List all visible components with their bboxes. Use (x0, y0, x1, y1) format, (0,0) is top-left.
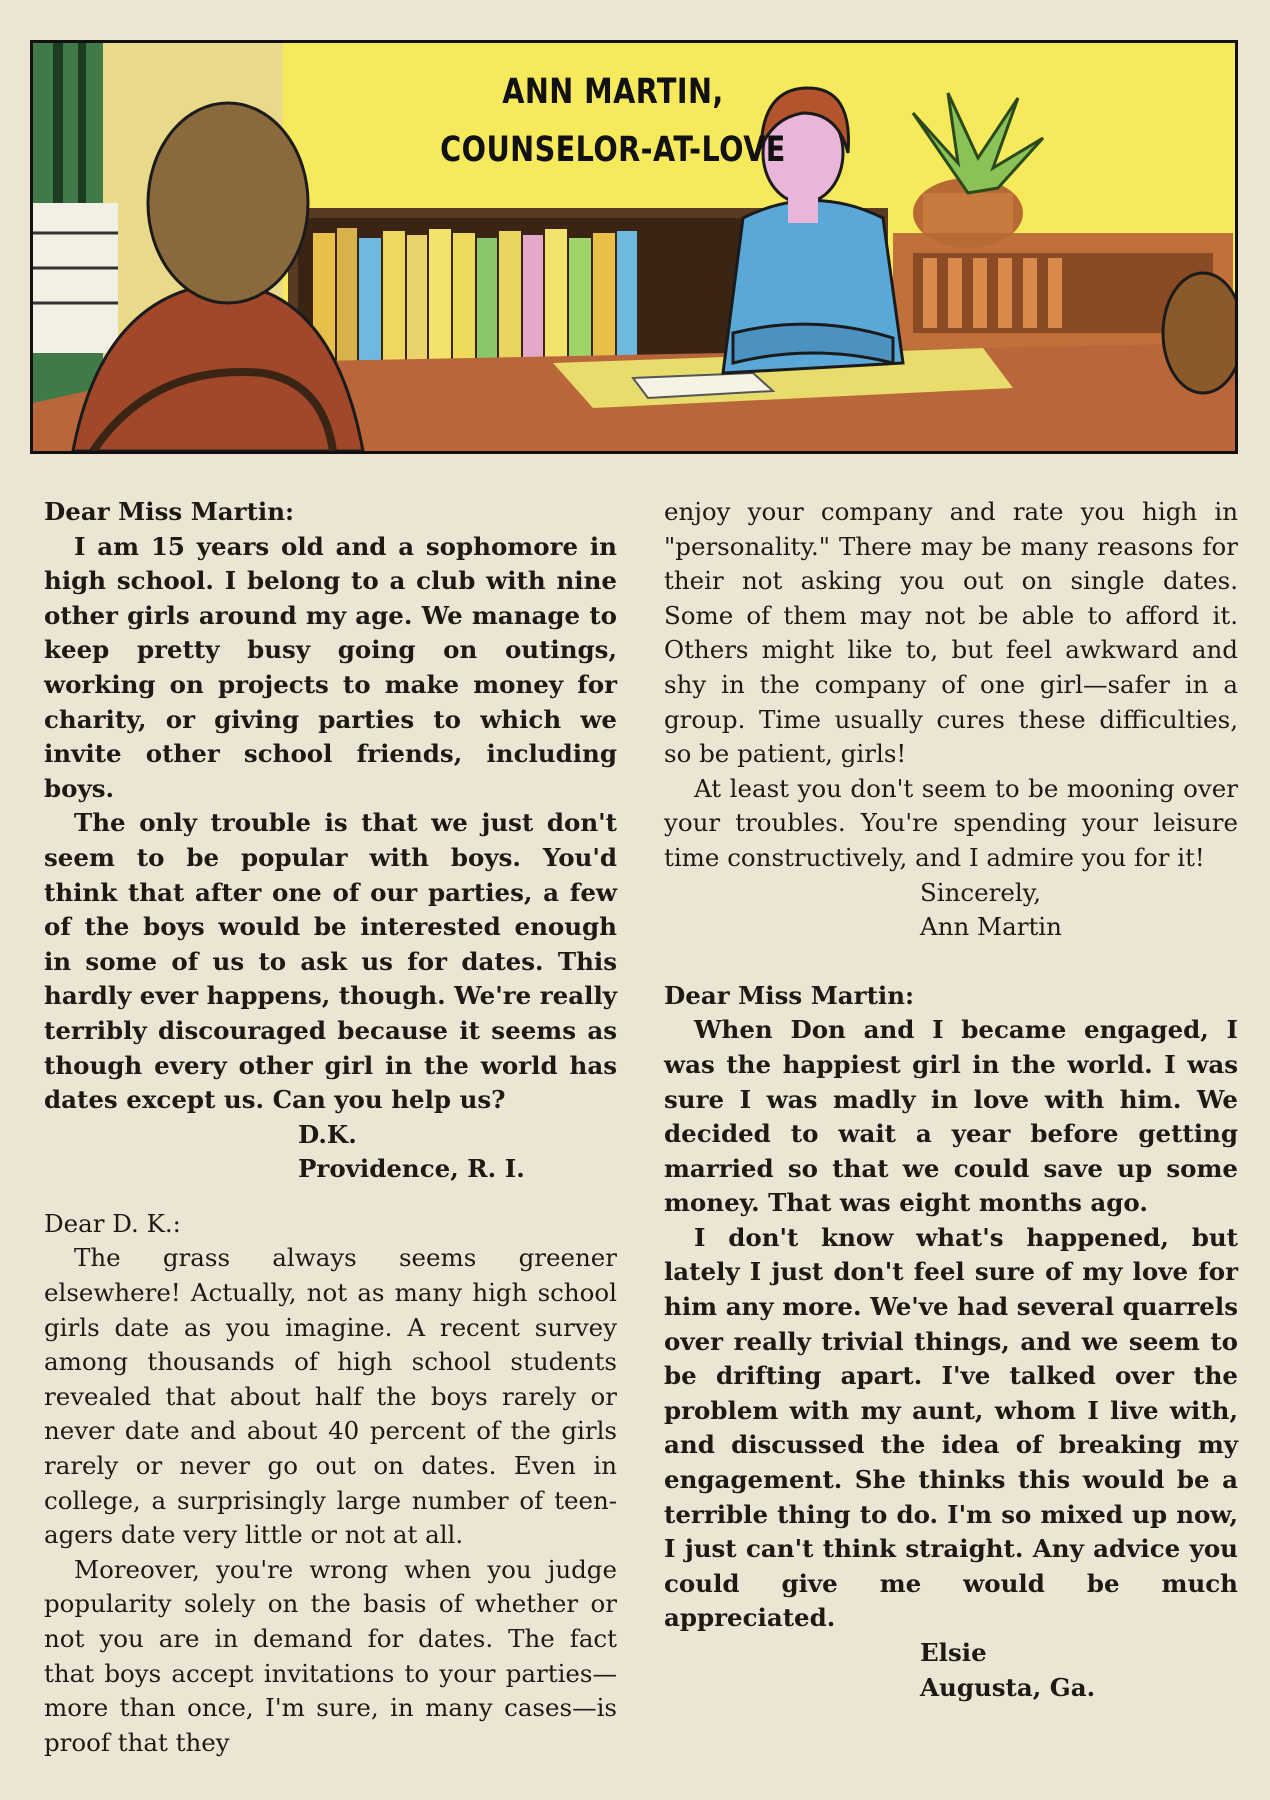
reply1-signature: Ann Martin (920, 912, 1062, 942)
letter1-signature-place: Providence, R. I. (298, 1154, 525, 1184)
letter2-paragraph: I don't know what's happened, but lately I just don't feel sure of my love for him any more. We've had several quarrels over really trivial things, and we seem to be drifting apart. I've talked over the problem with my aunt, whom I live with, and discussed the idea of breaking my engagement. She thinks this would be a terrible thing to do. I'm so mixed up now, I just can't think straight. Any advice you could give me would be much appreciated. (664, 1222, 1238, 1633)
letter2-signature-place: Augusta, Ga. (920, 1672, 1096, 1702)
letter1-paragraph: The only trouble is that we just don't seem to be popular with boys. You'd think that after one of our parties, a few of the boys would be interested enough in some of us to ask us for dates. This hardly ever happens, though. We're really terribly discouraged because it seems as though every other girl in the world has dates except us. Can you help us? (44, 808, 617, 1115)
letter1-salutation: Dear Miss Martin: (44, 497, 295, 526)
left-column (44, 495, 617, 1760)
letter1-signature-name: D.K. (298, 1119, 357, 1149)
reply1-paragraph: The grass always seems greener elsewhere! Actually, not as many high school girls date as you imagine. A recent survey among thousands of high school students revealed that about half the boys rarely or never date and about 40 percent of the girls rarely or never go out on dates. Even in college, a surprisingly large number of teen-agers date very little or not at all. (44, 1243, 617, 1550)
letter2-paragraph: When Don and I became engaged, I was the happiest girl in the world. I was sure I was madly in love with him. We decided to wait a year before getting married so that we could save up some money. That was eight months ago. (664, 1015, 1238, 1218)
reply1-paragraph-last: At least you don't seem to be mooning over your troubles. You're spending your leisure time constructively, and I admire you for it! (664, 773, 1238, 872)
column-title (424, 63, 801, 179)
right-column (664, 495, 1238, 1705)
reply1-closing: Sincerely, (920, 877, 1042, 907)
letter1-paragraph: I am 15 years old and a sophomore in high school. I belong to a club with nine other girls around my age. We manage to keep pretty busy going on outings, working on projects to make money for charity, or giving parties to which we invite other school friends, including boys. (44, 531, 617, 803)
reply1-salutation: Dear D. K.: (44, 1208, 181, 1238)
books (313, 228, 661, 368)
title-line-1: ANN MARTIN, (502, 72, 724, 112)
reply1-paragraph-continued: enjoy your company and rate you high in "personality." There may be many reasons for their not asking you out on single dates. Some of them may not be able to afford it. Others might like to, but feel awkward and shy in the company of one girl—safer in a group. Time usually cures these difficulties, so be patient, girls! (664, 497, 1238, 769)
reply1-paragraph: Moreover, you're wrong when you judge popularity solely on the basis of whether or not you are in demand for dates. The fact that boys accept invitations to your parties—more than once, I'm sure, in many cases—is proof that they (44, 1554, 617, 1757)
header-panel (30, 40, 1238, 454)
letter2-signature-name: Elsie (920, 1638, 987, 1667)
letter2-salutation: Dear Miss Martin: (664, 980, 915, 1010)
title-line-2: COUNSELOR-AT-LOVE (440, 130, 786, 170)
